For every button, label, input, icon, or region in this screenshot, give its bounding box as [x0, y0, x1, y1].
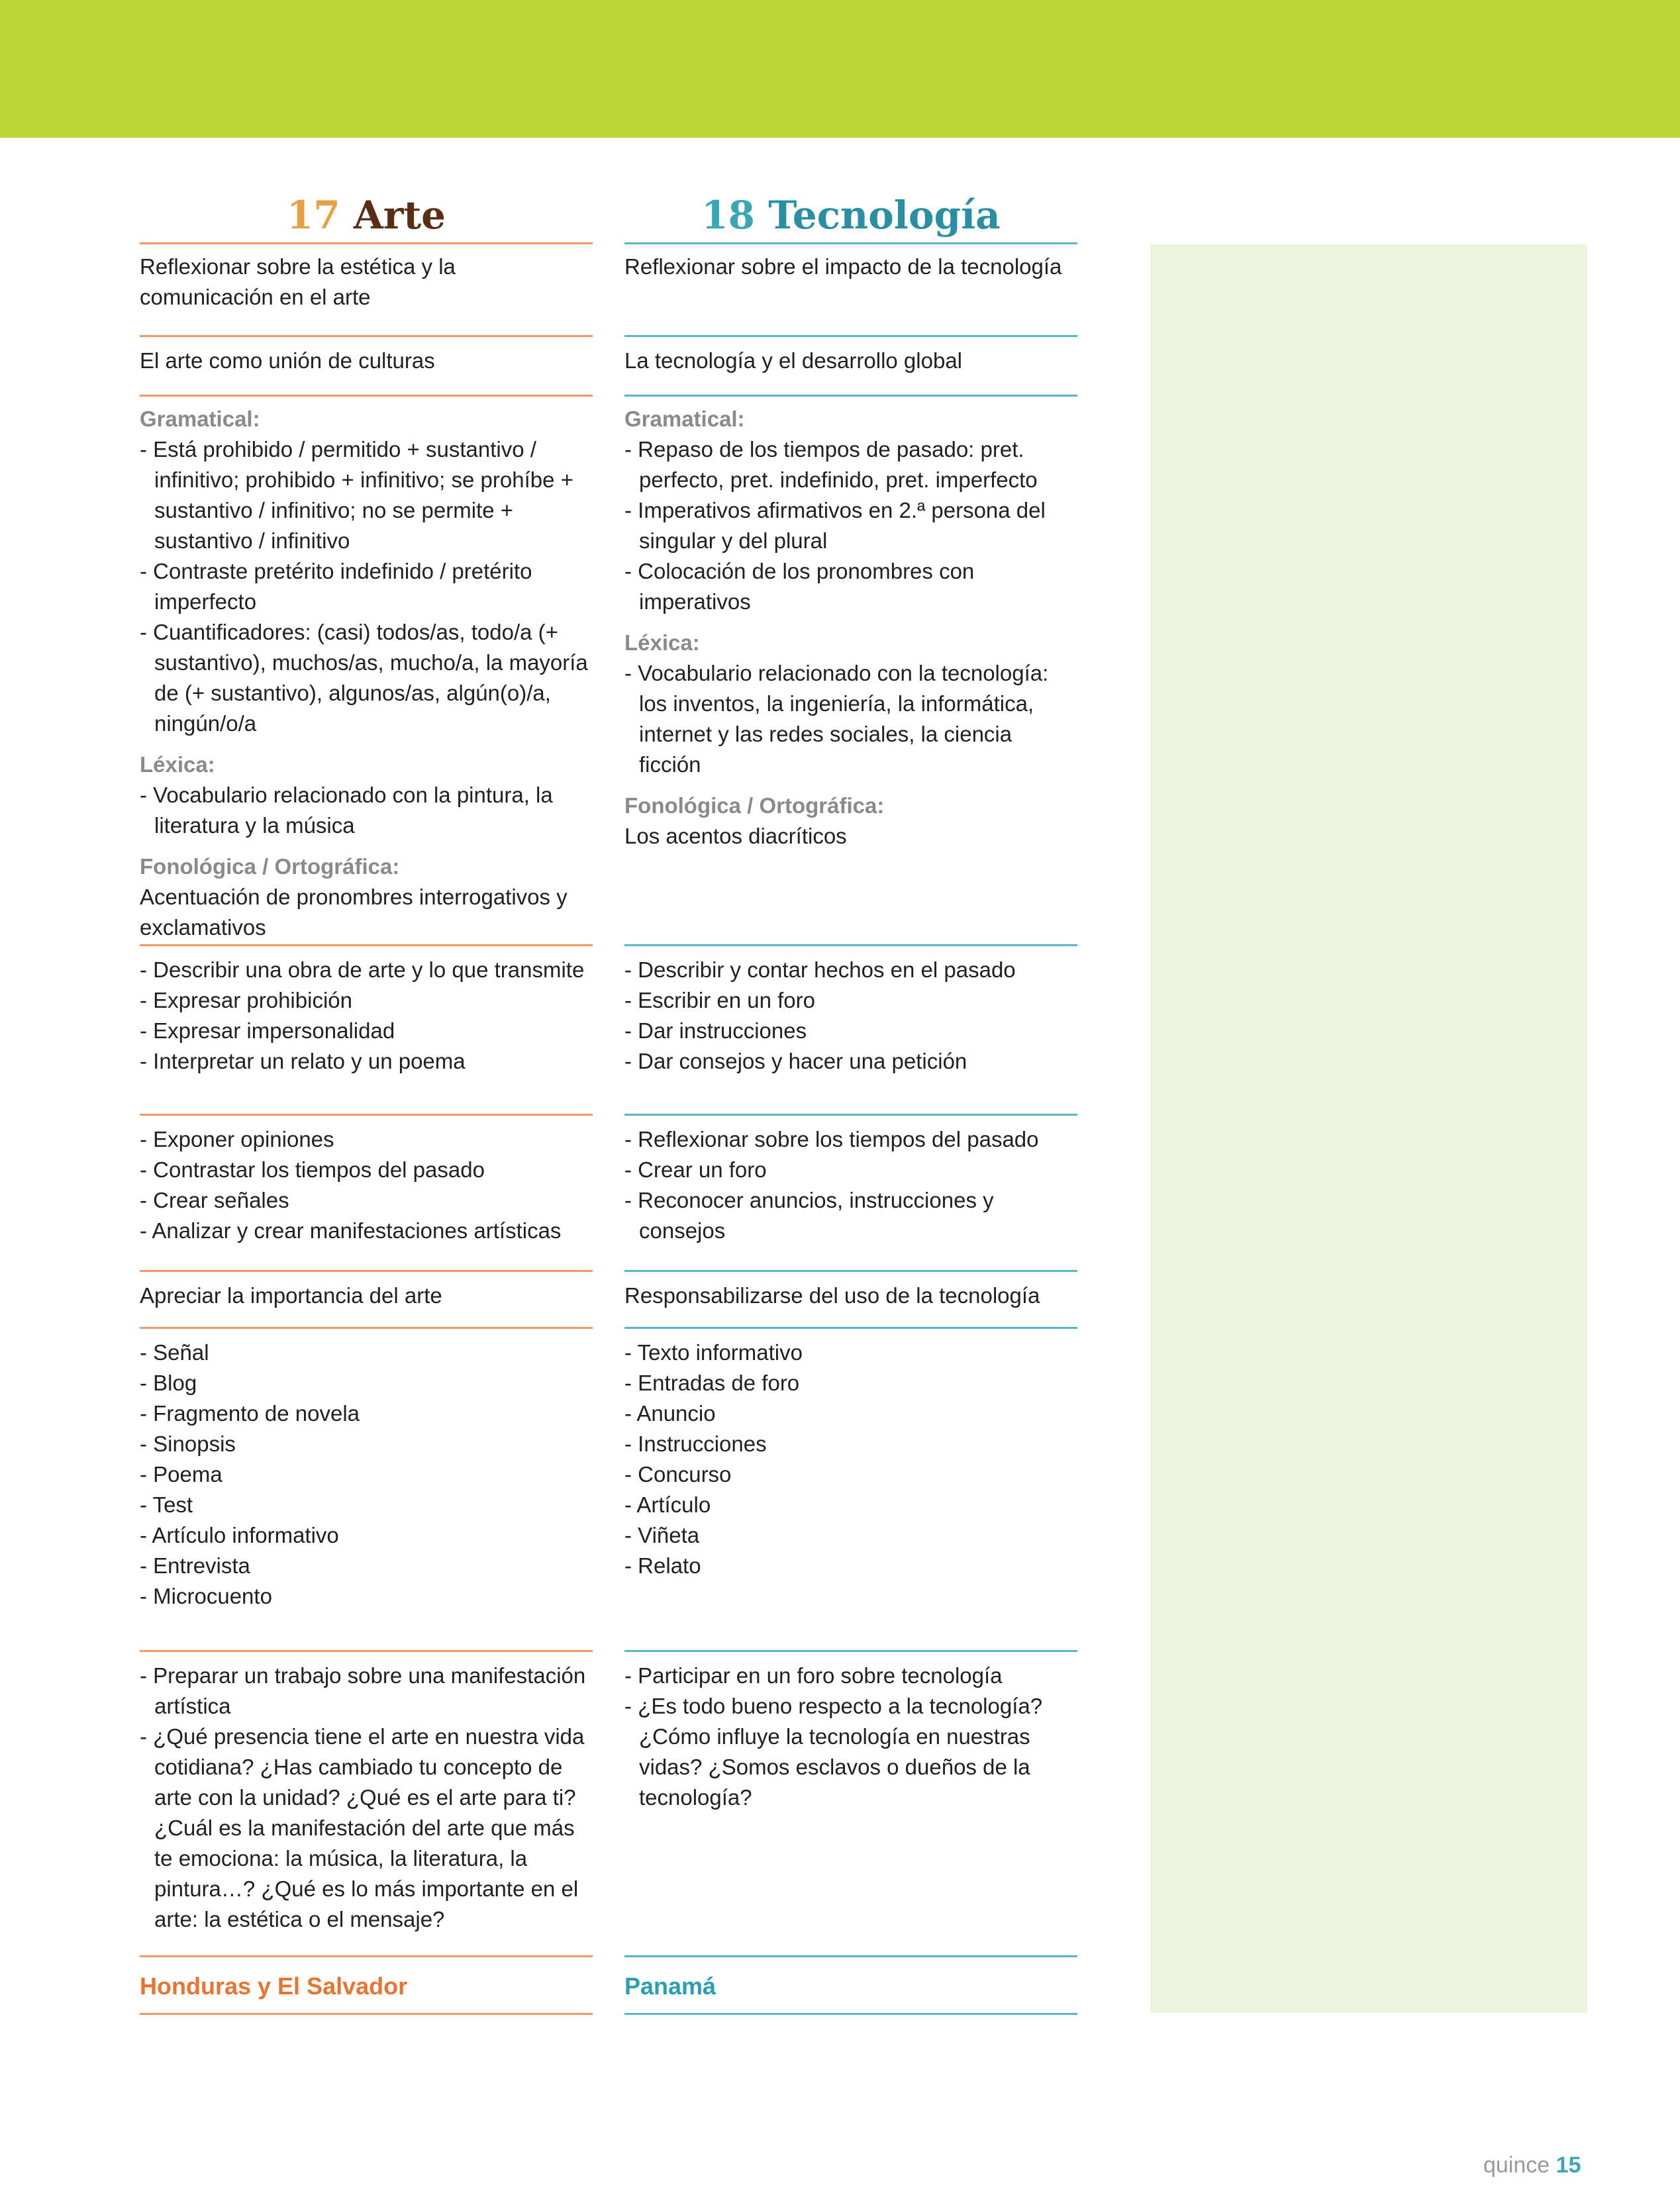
- divider: [140, 1955, 593, 1957]
- divider: [140, 1270, 593, 1272]
- list-item: - Concurso: [624, 1459, 1077, 1490]
- list-item: - Entradas de foro: [624, 1368, 1077, 1398]
- region-label: Panamá: [624, 1972, 716, 2000]
- list-item: - Reconocer anuncios, instrucciones y consejos: [624, 1185, 1077, 1246]
- fono-heading: Fonológica / Ortográfica:: [140, 854, 400, 879]
- strategies: [140, 1124, 593, 1246]
- list-item: - Crear un foro: [624, 1155, 1077, 1185]
- divider: [624, 1650, 1077, 1652]
- unit-title: [624, 179, 1077, 242]
- list-item: - ¿Qué presencia tiene el arte en nuestra vida cotidiana? ¿Has cambiado tu concepto de arte con la unidad? ¿Qué es el arte para ti? ¿Cuál es la manifestación del arte que más te emociona: la música, la literatura, la pintura…? ¿Qué es lo más importante en el arte: la estética o el mensaje?: [140, 1722, 593, 1935]
- list-item: - Relato: [624, 1551, 1077, 1581]
- list-item: - Artículo informativo: [140, 1520, 593, 1551]
- page-digit: 15: [1556, 2153, 1581, 2178]
- list-item: - Expresar prohibición: [140, 985, 593, 1016]
- unit-name: Arte: [353, 193, 446, 238]
- list-item: - Describir una obra de arte y lo que transmite: [140, 955, 593, 985]
- theme: La tecnología y el desarrollo global: [624, 348, 963, 373]
- divider: [140, 1327, 593, 1329]
- list-item: - Test: [140, 1490, 593, 1520]
- lexica-list: [140, 780, 593, 841]
- list-item: - Artículo: [624, 1490, 1077, 1520]
- divider: [624, 1955, 1077, 1957]
- notes-panel: [1150, 244, 1587, 2013]
- list-item: - Instrucciones: [624, 1429, 1077, 1459]
- divider: [624, 335, 1077, 337]
- fono-heading: Fonológica / Ortográfica:: [624, 793, 885, 818]
- region-label: Honduras y El Salvador: [140, 1972, 408, 2000]
- lexica-heading: Léxica:: [624, 630, 700, 655]
- list-item: - Exponer opiniones: [140, 1124, 593, 1155]
- list-item: - Sinopsis: [140, 1429, 593, 1459]
- texts: [624, 1338, 1077, 1581]
- list-item: - Dar consejos y hacer una petición: [624, 1046, 1077, 1077]
- divider: [140, 335, 593, 337]
- divider: [624, 395, 1077, 397]
- fono-text: Los acentos diacríticos: [624, 824, 847, 848]
- contents: [140, 404, 593, 943]
- list-item: - Colocación de los pronombres con imperativos: [624, 556, 1077, 617]
- unit-number: 17: [286, 193, 340, 238]
- list-item: - Repaso de los tiempos de pasado: pret. perfecto, pret. indefinido, pret. imperfecto: [624, 434, 1077, 495]
- unit-name: Tecnología: [768, 193, 1001, 238]
- values: Responsabilizarse del uso de la tecnología: [624, 1283, 1040, 1308]
- list-item: - Contraste pretérito indefinido / pretérito imperfecto: [140, 556, 593, 617]
- page-number: [1483, 2152, 1581, 2178]
- list-item: - Crear señales: [140, 1185, 593, 1216]
- lexica-heading: Léxica:: [140, 752, 215, 777]
- list-item: - Entrevista: [140, 1551, 593, 1581]
- page-word: quince: [1483, 2153, 1550, 2178]
- list-item: - Imperativos afirmativos en 2.ª persona del singular y del plural: [624, 495, 1077, 556]
- functions: [140, 955, 593, 1077]
- divider: [624, 944, 1077, 946]
- divider: [140, 395, 593, 397]
- contents: [624, 404, 1077, 851]
- list-item: - Texto informativo: [624, 1338, 1077, 1368]
- list-item: - Analizar y crear manifestaciones artísticas: [140, 1216, 593, 1246]
- list-item: - Señal: [140, 1338, 593, 1368]
- list-item: - Fragmento de novela: [140, 1398, 593, 1429]
- unit-number: 18: [701, 193, 756, 238]
- gramatical-list: [140, 434, 593, 739]
- divider: [140, 242, 593, 244]
- header-band: [0, 0, 1680, 138]
- values: Apreciar la importancia del arte: [140, 1283, 442, 1308]
- list-item: - Microcuento: [140, 1581, 593, 1612]
- lexica-list: [624, 658, 1077, 780]
- list-item: - Cuantificadores: (casi) todos/as, todo/a (+ sustantivo), muchos/as, mucho/a, la mayoría de (+ sustantivo), algunos/as, algún(o)/a, ningún/o/a: [140, 617, 593, 739]
- objective: Reflexionar sobre el impacto de la tecnología: [624, 254, 1062, 279]
- theme: El arte como unión de culturas: [140, 348, 435, 373]
- list-item: - ¿Es todo bueno respecto a la tecnología? ¿Cómo influye la tecnología en nuestras vidas? ¿Somos esclavos o dueños de la tecnología?: [624, 1691, 1077, 1813]
- strategies: [624, 1124, 1077, 1246]
- list-item: - Blog: [140, 1368, 593, 1398]
- list-item: - Anuncio: [624, 1398, 1077, 1429]
- tasks: [624, 1661, 1077, 1813]
- divider: [140, 1114, 593, 1116]
- list-item: - Describir y contar hechos en el pasado: [624, 955, 1077, 985]
- divider: [624, 1270, 1077, 1272]
- list-item: - Está prohibido / permitido + sustantivo / infinitivo; prohibido + infinitivo; se prohíbe + sustantivo / infinitivo; no se permite + sustantivo / infinitivo: [140, 434, 593, 556]
- functions: [624, 955, 1077, 1077]
- list-item: - Participar en un foro sobre tecnología: [624, 1661, 1077, 1691]
- divider: [624, 2013, 1077, 2015]
- divider: [140, 944, 593, 946]
- texts: [140, 1338, 593, 1612]
- list-item: - Reflexionar sobre los tiempos del pasado: [624, 1124, 1077, 1155]
- gramatical-heading: Gramatical:: [624, 407, 745, 431]
- tasks: [140, 1661, 593, 1935]
- list-item: - Contrastar los tiempos del pasado: [140, 1155, 593, 1185]
- objective: Reflexionar sobre la estética y la comunicación en el arte: [140, 254, 456, 309]
- divider: [624, 1114, 1077, 1116]
- divider: [140, 1650, 593, 1652]
- list-item: - Viñeta: [624, 1520, 1077, 1551]
- list-item: - Interpretar un relato y un poema: [140, 1046, 593, 1077]
- divider: [624, 242, 1077, 244]
- fono-text: Acentuación de pronombres interrogativos y exclamativos: [140, 885, 568, 940]
- list-item: - Escribir en un foro: [624, 985, 1077, 1016]
- list-item: - Preparar un trabajo sobre una manifestación artística: [140, 1661, 593, 1722]
- gramatical-heading: Gramatical:: [140, 407, 260, 431]
- unit-title: [140, 179, 593, 242]
- gramatical-list: [624, 434, 1077, 617]
- list-item: - Poema: [140, 1459, 593, 1490]
- list-item: - Dar instrucciones: [624, 1016, 1077, 1046]
- divider: [140, 2013, 593, 2015]
- list-item: - Vocabulario relacionado con la pintura, la literatura y la música: [140, 780, 593, 841]
- list-item: - Vocabulario relacionado con la tecnología: los inventos, la ingeniería, la informática, internet y las redes sociales, la ciencia ficción: [624, 658, 1077, 780]
- list-item: - Expresar impersonalidad: [140, 1016, 593, 1046]
- divider: [624, 1327, 1077, 1329]
